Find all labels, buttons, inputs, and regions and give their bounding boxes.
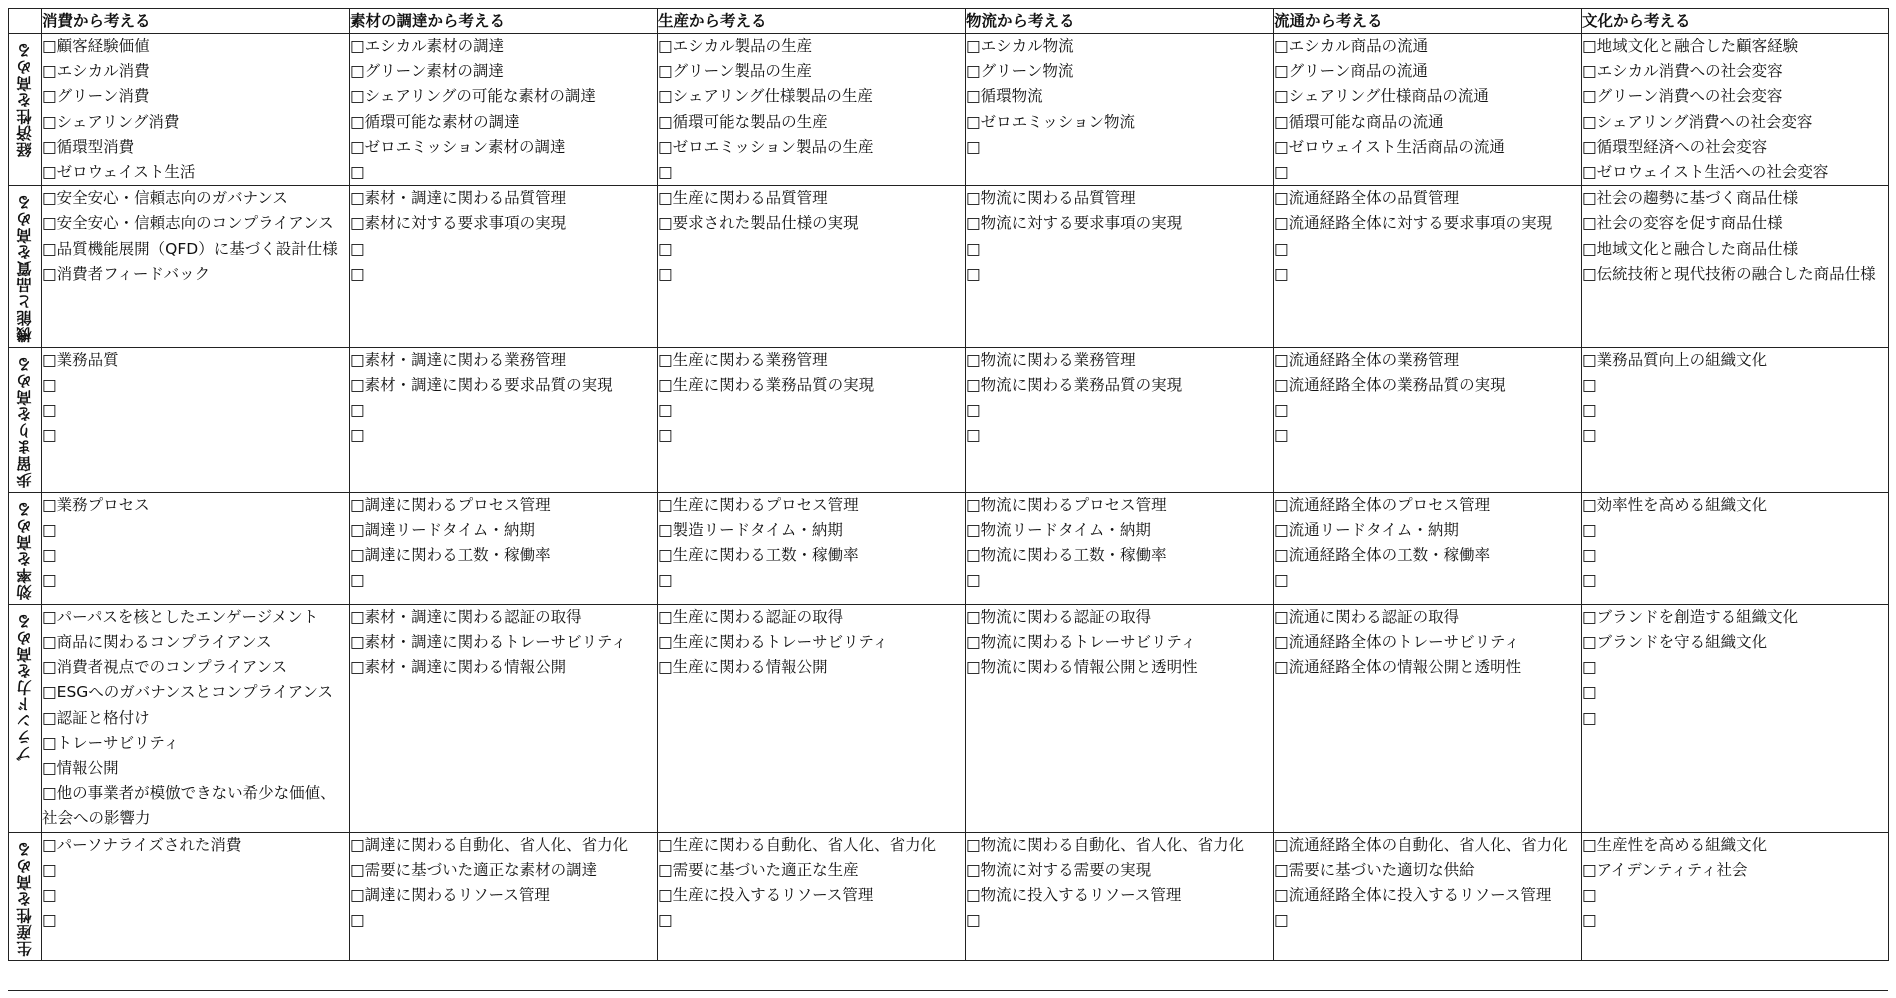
cell-quality-distribution[interactable]	[1274, 186, 1582, 348]
checklist-item: □社会の趨勢に基づく商品仕様	[1582, 189, 1799, 208]
checklist-item: □物流に対する需要の実現	[966, 860, 1152, 879]
checklist-item: □物流に関わる業務管理	[966, 350, 1136, 369]
checklist	[1582, 348, 1888, 449]
cell-economy-logistics[interactable]	[966, 34, 1274, 186]
cell-brand-distribution[interactable]	[1274, 604, 1582, 832]
checklist-item: □エシカル製品の生産	[658, 37, 813, 55]
checklist-item: □素材・調達に関わるトレーサビリティ	[350, 632, 627, 651]
checklist-item: □物流に関わるプロセス管理	[966, 495, 1167, 514]
checklist-item: □シェアリング消費への社会変容	[1582, 112, 1813, 131]
cell-yield-culture[interactable]	[1582, 347, 1889, 492]
checklist-item: □流通リードタイム・納期	[1274, 520, 1459, 539]
checklist	[966, 605, 1273, 681]
checklist-item: □流通経路全体に投入するリソース管理	[1274, 885, 1552, 904]
corner-cell[interactable]	[9, 9, 42, 34]
cell-economy-consumption[interactable]	[42, 34, 350, 186]
checklist-item: □素材・調達に関わる要求品質の実現	[350, 375, 613, 394]
checklist-item: □	[350, 401, 365, 420]
checklist-item: □商品に関わるコンプライアンス	[42, 632, 272, 651]
checklist-item: □循環型消費	[42, 137, 135, 156]
checklist-item: □	[966, 401, 981, 420]
matrix-row-yield	[9, 347, 1889, 492]
cell-efficiency-consumption[interactable]	[42, 492, 350, 604]
checklist-item: □	[658, 239, 673, 258]
checklist-item: □	[1274, 571, 1289, 590]
checklist	[1274, 493, 1581, 594]
checklist-item: □物流に関わる業務品質の実現	[966, 375, 1183, 394]
cell-productivity-culture[interactable]	[1582, 832, 1889, 961]
checklist-item: □	[658, 426, 673, 445]
checklist-item: □	[350, 426, 365, 445]
checklist	[1582, 833, 1888, 934]
checklist	[1582, 493, 1888, 594]
checklist-item: □	[42, 426, 57, 445]
checklist	[658, 186, 965, 287]
checklist-item: □エシカル商品の流通	[1274, 37, 1429, 55]
checklist-item: □ゼロウェイスト生活	[42, 163, 196, 182]
checklist-item: □	[42, 911, 57, 930]
checklist-item: □	[42, 375, 57, 394]
cell-economy-production[interactable]	[658, 34, 966, 186]
checklist-item: □グリーン物流	[966, 62, 1074, 81]
checklist-item: □流通経路全体の自動化、省人化、省力化	[1274, 835, 1568, 854]
checklist-item: □	[1582, 911, 1597, 930]
checklist	[350, 186, 657, 287]
checklist-item: □生産に関わる工数・稼働率	[658, 546, 859, 565]
cell-efficiency-logistics[interactable]	[966, 492, 1274, 604]
checklist-item: □	[1274, 401, 1289, 420]
checklist-item: □	[1582, 401, 1597, 420]
checklist-item: □	[658, 571, 673, 590]
checklist-item: □他の事業者が模倣できない希少な価値、社会への影響力	[42, 784, 336, 828]
checklist-item: □生産に関わるプロセス管理	[658, 495, 859, 514]
checklist-item: □物流に関わる品質管理	[966, 189, 1136, 208]
cell-productivity-procurement[interactable]	[350, 832, 658, 961]
checklist-item: □消費者フィードバック	[42, 264, 211, 283]
checklist-item: □流通経路全体に対する要求事項の実現	[1274, 214, 1553, 233]
checklist-item: □	[658, 911, 673, 930]
checklist	[966, 833, 1273, 934]
checklist	[966, 34, 1273, 160]
cell-quality-culture[interactable]	[1582, 186, 1889, 348]
column-header-procurement[interactable]: 素材の調達から考える	[350, 9, 658, 34]
cell-yield-distribution[interactable]	[1274, 347, 1582, 492]
checklist-item: □	[658, 163, 673, 182]
checklist-item: □流通に関わる認証の取得	[1274, 607, 1460, 626]
checklist-item: □	[42, 860, 57, 879]
checklist-item: □エシカル素材の調達	[350, 37, 505, 55]
checklist-item: □ゼロエミッション素材の調達	[350, 137, 566, 156]
checklist-item: □	[350, 911, 365, 930]
column-header-logistics[interactable]: 物流から考える	[966, 9, 1274, 34]
checklist-item: □需要に基づいた適切な供給	[1274, 860, 1475, 879]
checklist	[966, 186, 1273, 287]
checklist-item: □	[1582, 546, 1597, 565]
checklist-item: □	[1582, 658, 1597, 677]
row-header-label: ブランド力を高める	[16, 612, 34, 762]
cell-productivity-distribution[interactable]	[1274, 832, 1582, 961]
checklist-item: □ゼロエミッション物流	[966, 112, 1136, 131]
checklist-item: □	[1582, 683, 1597, 702]
row-header-productivity[interactable]	[9, 832, 42, 961]
checklist-item: □ESGへのガバナンスとコンプライアンス	[42, 683, 334, 702]
checklist	[1582, 605, 1888, 731]
row-header-label: 機能と品質を高める	[16, 194, 34, 343]
checklist-item: □アイデンティティ社会	[1582, 860, 1748, 879]
row-header-label: 効率を高める	[16, 500, 34, 600]
checklist-item: □生産に関わる品質管理	[658, 189, 828, 208]
checklist-item: □	[966, 571, 981, 590]
cell-economy-procurement[interactable]	[350, 34, 658, 186]
checklist-item: □流通経路全体のプロセス管理	[1274, 495, 1491, 514]
checklist-item: □物流リードタイム・納期	[966, 520, 1151, 539]
checklist-item: □安全安心・信頼志向のコンプライアンス	[42, 214, 334, 233]
checklist-item: □調達に関わるプロセス管理	[350, 495, 551, 514]
header-row	[9, 9, 1889, 34]
checklist-item: □	[1582, 426, 1597, 445]
checklist-item: □循環型経済への社会変容	[1582, 137, 1768, 156]
checklist-item: □物流に関わる情報公開と透明性	[966, 658, 1198, 677]
row-header-label: 経済性を高める	[16, 42, 34, 158]
checklist-item: □社会の変容を促す商品仕様	[1582, 214, 1783, 233]
checklist-item: □認証と格付け	[42, 708, 150, 727]
checklist-item: □	[658, 401, 673, 420]
row-header-label: 生産性を高める	[16, 840, 34, 957]
matrix-row-quality	[9, 186, 1889, 348]
checklist-item: □流通経路全体の業務管理	[1274, 350, 1460, 369]
sheet-bottom-border	[8, 990, 1888, 991]
checklist-item: □地域文化と融合した顧客経験	[1582, 37, 1799, 55]
cell-efficiency-procurement[interactable]	[350, 492, 658, 604]
checklist-item: □製造リードタイム・納期	[658, 520, 843, 539]
checklist-item: □生産に関わる業務管理	[658, 350, 828, 369]
checklist-item: □物流に関わる工数・稼働率	[966, 546, 1167, 565]
checklist	[1582, 34, 1888, 185]
checklist-item: □パーパスを核としたエンゲージメント	[42, 607, 319, 626]
cell-brand-procurement[interactable]	[350, 604, 658, 832]
spreadsheet-sheet	[8, 8, 1888, 990]
checklist-item: □エシカル消費	[42, 62, 150, 81]
checklist-item: □	[42, 546, 57, 565]
checklist-item: □	[1274, 163, 1289, 182]
checklist-item: □シェアリング仕様製品の生産	[658, 87, 873, 106]
checklist-item: □	[1582, 885, 1597, 904]
checklist-item: □	[966, 264, 981, 283]
row-header-brand[interactable]	[9, 604, 42, 832]
cell-yield-procurement[interactable]	[350, 347, 658, 492]
checklist	[1274, 186, 1581, 287]
checklist-item: □ゼロエミッション製品の生産	[658, 137, 874, 156]
checklist-item: □シェアリング仕様商品の流通	[1274, 87, 1489, 106]
checklist-item: □需要に基づいた適正な生産	[658, 860, 859, 879]
checklist-item: □調達に関わる自動化、省人化、省力化	[350, 835, 629, 854]
checklist-item: □	[1582, 708, 1597, 727]
checklist-item: □要求された製品仕様の実現	[658, 214, 859, 233]
checklist	[42, 605, 349, 832]
checklist-item: □	[966, 239, 981, 258]
checklist-item: □生産に関わるトレーサビリティ	[658, 632, 889, 651]
checklist-item: □流通経路全体のトレーサビリティ	[1274, 632, 1520, 651]
checklist-item: □品質機能展開（QFD）に基づく設計仕様	[42, 239, 338, 258]
checklist-item: □効率性を高める組織文化	[1582, 495, 1768, 514]
checklist-item: □流通経路全体の業務品質の実現	[1274, 375, 1506, 394]
cell-brand-production[interactable]	[658, 604, 966, 832]
checklist	[1274, 833, 1581, 934]
checklist	[658, 348, 965, 449]
checklist-item: □	[42, 520, 57, 539]
checklist-item: □物流に対する要求事項の実現	[966, 214, 1183, 233]
checklist-item: □グリーン製品の生産	[658, 62, 812, 81]
checklist-item: □素材・調達に関わる業務管理	[350, 350, 567, 369]
checklist	[658, 34, 965, 185]
cell-quality-logistics[interactable]	[966, 186, 1274, 348]
checklist-item: □	[1274, 239, 1289, 258]
checklist	[42, 833, 349, 934]
row-header-label: 歩留まりを高める	[16, 355, 34, 488]
matrix-row-brand	[9, 604, 1889, 832]
checklist-item: □業務プロセス	[42, 495, 150, 514]
cell-economy-culture[interactable]	[1582, 34, 1889, 186]
cell-brand-consumption[interactable]	[42, 604, 350, 832]
checklist-item: □	[42, 401, 57, 420]
checklist-item: □素材に対する要求事項の実現	[350, 214, 567, 233]
row-header-quality[interactable]	[9, 186, 42, 348]
checklist-item: □顧客経験価値	[42, 37, 150, 55]
checklist-item: □生産に関わる情報公開	[658, 658, 828, 677]
row-header-yield[interactable]	[9, 347, 42, 492]
checklist-item: □	[1274, 264, 1289, 283]
checklist	[350, 348, 657, 449]
checklist-item: □物流に関わる自動化、省人化、省力化	[966, 835, 1245, 854]
checklist	[42, 348, 349, 449]
cell-brand-logistics[interactable]	[966, 604, 1274, 832]
checklist-item: □	[42, 571, 57, 590]
checklist-item: □素材・調達に関わる品質管理	[350, 189, 567, 208]
cell-brand-culture[interactable]	[1582, 604, 1889, 832]
matrix-row-efficiency	[9, 492, 1889, 604]
checklist	[658, 493, 965, 594]
checklist-item: □調達に関わるリソース管理	[350, 885, 550, 904]
strategy-matrix-table	[8, 8, 1889, 961]
checklist-item: □パーソナライズされた消費	[42, 835, 242, 854]
matrix-row-productivity	[9, 832, 1889, 961]
checklist-item: □グリーン商品の流通	[1274, 62, 1428, 81]
checklist	[658, 833, 965, 934]
checklist	[42, 186, 349, 287]
checklist	[1582, 186, 1888, 287]
checklist	[42, 493, 349, 594]
checklist-item: □	[350, 163, 365, 182]
checklist-item: □グリーン消費	[42, 87, 150, 106]
checklist-item: □	[1582, 375, 1597, 394]
checklist-item: □	[966, 137, 981, 156]
checklist-item: □	[1582, 520, 1597, 539]
checklist-item: □ゼロウェイスト生活商品の流通	[1274, 137, 1505, 156]
cell-quality-consumption[interactable]	[42, 186, 350, 348]
cell-efficiency-distribution[interactable]	[1274, 492, 1582, 604]
checklist-item: □エシカル物流	[966, 37, 1074, 55]
checklist-item: □	[966, 911, 981, 930]
cell-efficiency-culture[interactable]	[1582, 492, 1889, 604]
cell-productivity-logistics[interactable]	[966, 832, 1274, 961]
cell-quality-production[interactable]	[658, 186, 966, 348]
checklist-item: □エシカル消費への社会変容	[1582, 62, 1783, 81]
cell-economy-distribution[interactable]	[1274, 34, 1582, 186]
matrix-row-economy	[9, 34, 1889, 186]
cell-productivity-production[interactable]	[658, 832, 966, 961]
cell-yield-production[interactable]	[658, 347, 966, 492]
checklist-item: □物流に関わる認証の取得	[966, 607, 1152, 626]
checklist-item: □伝統技術と現代技術の融合した商品仕様	[1582, 264, 1876, 283]
checklist-item: □消費者視点でのコンプライアンス	[42, 658, 288, 677]
checklist-item: □ブランドを守る組織文化	[1582, 632, 1768, 651]
checklist-item: □素材・調達に関わる情報公開	[350, 658, 567, 677]
checklist-item: □シェアリング消費	[42, 112, 180, 131]
checklist-item: □循環可能な商品の流通	[1274, 112, 1444, 131]
checklist-item: □業務品質向上の組織文化	[1582, 350, 1768, 369]
column-header-production[interactable]: 生産から考える	[658, 9, 966, 34]
checklist-item: □生産に関わる自動化、省人化、省力化	[658, 835, 937, 854]
checklist-item: □ブランドを創造する組織文化	[1582, 607, 1799, 626]
checklist-item: □生産に投入するリソース管理	[658, 885, 874, 904]
checklist-item: □	[350, 239, 365, 258]
checklist-item: □	[350, 571, 365, 590]
row-header-efficiency[interactable]	[9, 492, 42, 604]
checklist-item: □トレーサビリティ	[42, 733, 180, 752]
column-header-culture[interactable]: 文化から考える	[1582, 9, 1889, 34]
checklist-item: □生産性を高める組織文化	[1582, 835, 1768, 854]
checklist-item: □流通経路全体の情報公開と透明性	[1274, 658, 1522, 677]
checklist-item: □情報公開	[42, 758, 119, 777]
checklist-item: □循環可能な素材の調達	[350, 112, 520, 131]
column-header-consumption[interactable]: 消費から考える	[42, 9, 350, 34]
checklist-item: □地域文化と融合した商品仕様	[1582, 239, 1799, 258]
checklist	[350, 34, 657, 185]
checklist-item: □需要に基づいた適正な素材の調達	[350, 860, 598, 879]
cell-yield-consumption[interactable]	[42, 347, 350, 492]
checklist	[1274, 348, 1581, 449]
checklist-item: □流通経路全体の品質管理	[1274, 189, 1460, 208]
cell-yield-logistics[interactable]	[966, 347, 1274, 492]
checklist-item: □	[42, 885, 57, 904]
checklist-item: □素材・調達に関わる認証の取得	[350, 607, 582, 626]
checklist-item: □グリーン素材の調達	[350, 62, 504, 81]
checklist-item: □循環物流	[966, 87, 1043, 106]
checklist	[1274, 605, 1581, 681]
checklist-item: □	[1274, 426, 1289, 445]
checklist-item: □業務品質	[42, 350, 119, 369]
checklist-item: □グリーン消費への社会変容	[1582, 87, 1783, 106]
checklist	[350, 605, 657, 681]
row-header-economy[interactable]	[9, 34, 42, 186]
checklist	[966, 348, 1273, 449]
column-header-distribution[interactable]: 流通から考える	[1274, 9, 1582, 34]
checklist-item: □生産に関わる認証の取得	[658, 607, 844, 626]
checklist	[350, 833, 657, 934]
checklist-item: □調達に関わる工数・稼働率	[350, 546, 551, 565]
cell-efficiency-production[interactable]	[658, 492, 966, 604]
checklist-item: □流通経路全体の工数・稼働率	[1274, 546, 1491, 565]
cell-productivity-consumption[interactable]	[42, 832, 350, 961]
checklist-item: □	[350, 264, 365, 283]
checklist	[1274, 34, 1581, 185]
checklist-item: □ゼロウェイスト生活への社会変容	[1582, 163, 1829, 182]
checklist-item: □	[966, 426, 981, 445]
checklist	[42, 34, 349, 185]
checklist-item: □調達リードタイム・納期	[350, 520, 535, 539]
checklist-item: □	[1274, 911, 1289, 930]
checklist-item: □安全安心・信頼志向のガバナンス	[42, 189, 288, 208]
checklist-item: □	[1582, 571, 1597, 590]
checklist-item: □循環可能な製品の生産	[658, 112, 828, 131]
checklist	[966, 493, 1273, 594]
checklist-item: □	[658, 264, 673, 283]
cell-quality-procurement[interactable]	[350, 186, 658, 348]
checklist	[350, 493, 657, 594]
checklist-item: □生産に関わる業務品質の実現	[658, 375, 875, 394]
checklist-item: □物流に関わるトレーサビリティ	[966, 632, 1197, 651]
checklist-item: □シェアリングの可能な素材の調達	[350, 87, 596, 106]
checklist-item: □物流に投入するリソース管理	[966, 885, 1182, 904]
checklist	[658, 605, 965, 681]
